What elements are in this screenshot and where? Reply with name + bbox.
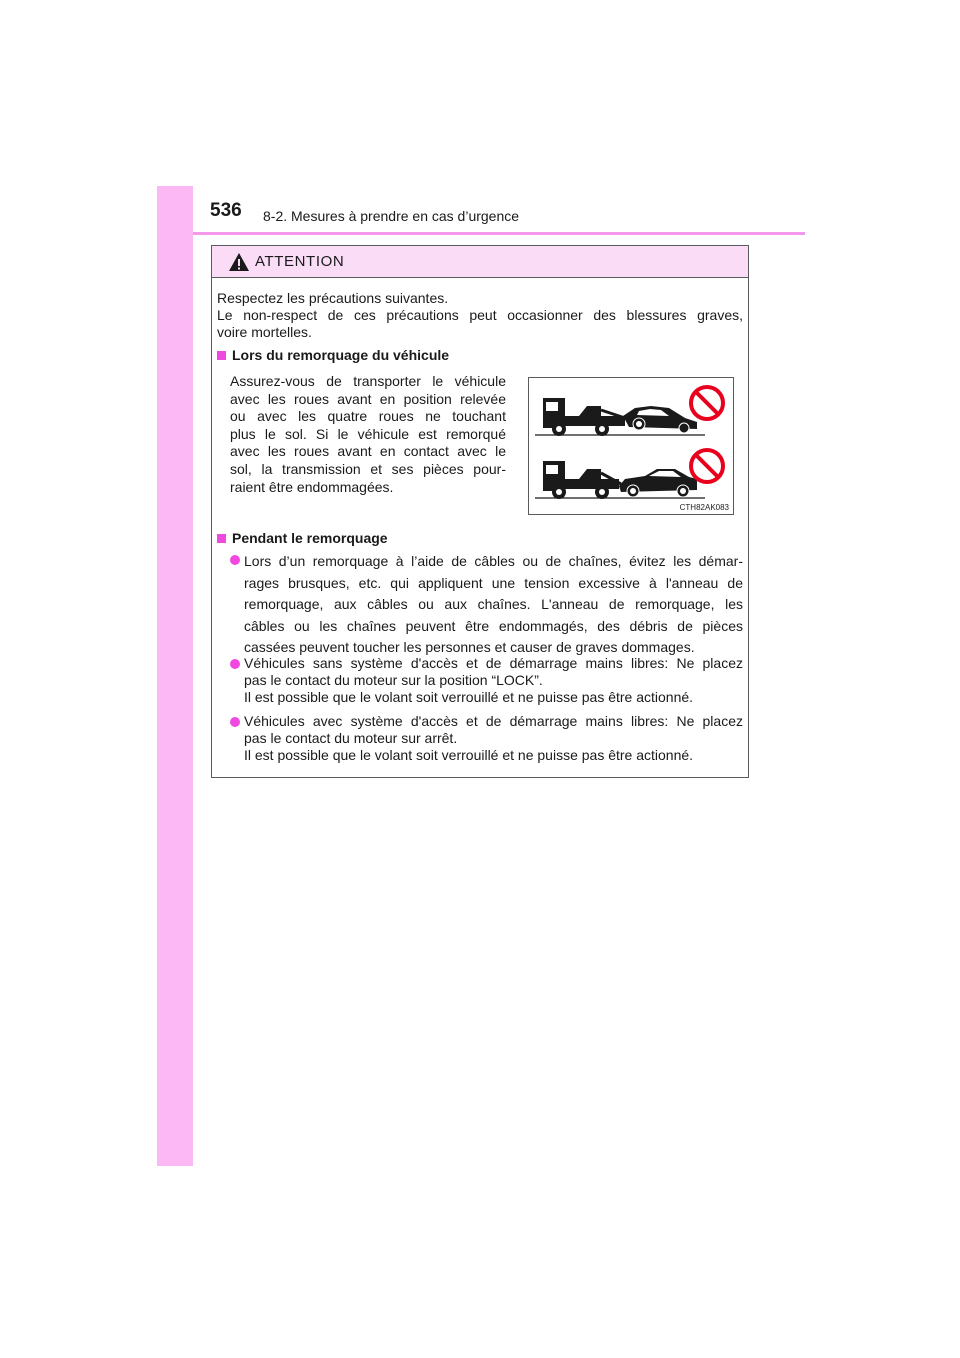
prohibition-icon bbox=[691, 450, 723, 482]
towing-paragraph bbox=[230, 373, 506, 496]
bullet-line: Lors d’un remorquage à l’aide de câbles ou de chaînes, évitez les démar- bbox=[244, 553, 743, 569]
prohibition-icon bbox=[691, 387, 723, 419]
section-heading-text: Lors du remorquage du véhicule bbox=[232, 347, 450, 363]
square-bullet-icon bbox=[217, 351, 226, 360]
section-heading-text: Pendant le remorquage bbox=[232, 530, 388, 546]
bullet-dot-icon bbox=[230, 717, 240, 727]
car-icon bbox=[623, 406, 697, 433]
bullet-line: pas le contact du moteur sur la position “LOCK”. bbox=[244, 672, 543, 688]
intro-line: Le non-respect de ces précautions peut occasionner des blessures graves, bbox=[217, 307, 743, 323]
bullet-line: Véhicules sans système d'accès et de démarrage mains libres: Ne placez bbox=[244, 655, 743, 671]
bullet-item bbox=[230, 655, 743, 706]
bullet-item bbox=[230, 713, 743, 764]
page-number: 536 bbox=[210, 200, 242, 221]
bullet-line: Il est possible que le volant soit verrouillé et ne puisse pas être actionné. bbox=[244, 689, 694, 705]
bullet-dot-icon bbox=[230, 659, 240, 669]
bullet-line: remorquage, aux câbles ou aux chaînes. L'anneau de remorquage, les bbox=[244, 596, 743, 612]
section-title: 8-2. Mesures à prendre en cas d’urgence bbox=[263, 208, 520, 224]
paragraph-line: sol, la transmission et ses pièces pour- bbox=[230, 460, 506, 477]
warning-intro bbox=[217, 290, 743, 341]
bullet-item bbox=[230, 551, 743, 659]
bullet-line: rages brusques, etc. qui appliquent une tension excessive à l'anneau de bbox=[244, 574, 743, 591]
towing-illustration bbox=[528, 377, 734, 515]
warning-triangle-icon bbox=[228, 252, 250, 272]
warning-header bbox=[212, 246, 748, 278]
bullet-dot-icon bbox=[230, 555, 240, 565]
bullet-line: cassées peuvent toucher les personnes et causer de graves dommages. bbox=[244, 639, 695, 655]
towing-illustration-graphic bbox=[529, 378, 733, 514]
paragraph-line: raient être endommagées. bbox=[230, 478, 394, 495]
illustration-code: CTH82AK083 bbox=[679, 503, 729, 512]
paragraph-line: avec les roues avant en contact avec le bbox=[230, 443, 506, 460]
intro-line: Respectez les précautions suivantes. bbox=[217, 290, 449, 306]
paragraph-line: Assurez-vous de transporter le véhicule bbox=[230, 373, 506, 389]
paragraph-line: plus le sol. Si le véhicule est remorqué bbox=[230, 425, 506, 442]
section-heading-towing-vehicle bbox=[217, 347, 449, 363]
warning-box bbox=[211, 245, 749, 778]
square-bullet-icon bbox=[217, 534, 226, 543]
intro-line: voire mortelles. bbox=[217, 324, 312, 340]
paragraph-line: ou avec les quatre roues ne touchant bbox=[230, 408, 506, 425]
car-icon bbox=[619, 469, 697, 497]
warning-title: ATTENTION bbox=[255, 253, 345, 270]
bullet-line: câbles ou les chaînes peuvent être endommagés, des débris de pièces bbox=[244, 617, 743, 634]
bullet-line: Véhicules avec système d'accès et de démarrage mains libres: Ne placez bbox=[244, 713, 743, 729]
bullet-line: Il est possible que le volant soit verrouillé et ne puisse pas être actionné. bbox=[244, 747, 694, 763]
bullet-line: pas le contact du moteur sur arrêt. bbox=[244, 730, 458, 746]
section-heading-during-towing bbox=[217, 530, 388, 546]
header-rule bbox=[193, 232, 805, 235]
side-tab-band bbox=[157, 186, 193, 1166]
paragraph-line: avec les roues avant en position relevée bbox=[230, 390, 506, 407]
